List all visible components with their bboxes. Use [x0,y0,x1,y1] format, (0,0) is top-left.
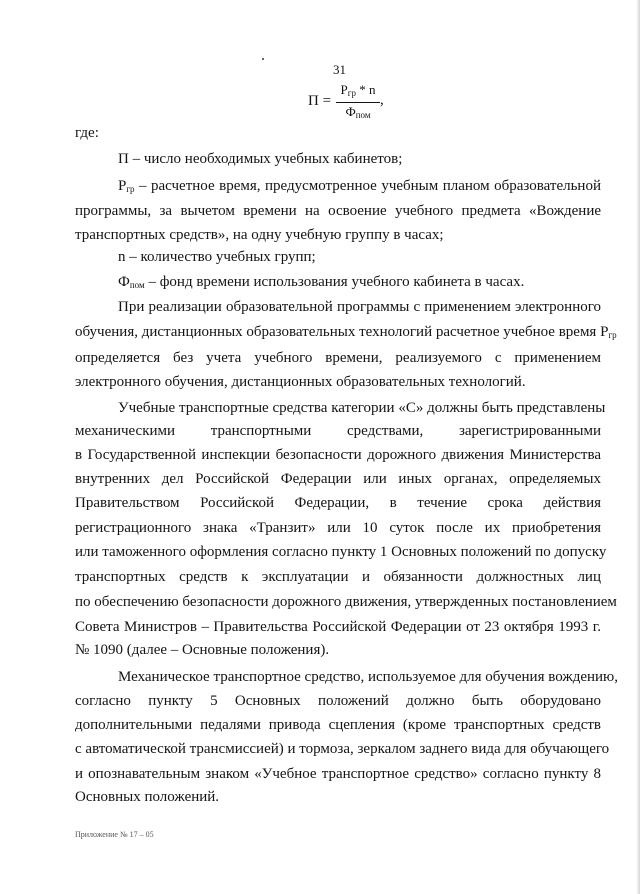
paragraph-line: При реализации образовательной программы с применением электронного [118,299,601,315]
formula-denominator: $Ф_{пом}$ [345,104,371,120]
definition-rgr-line: программы, за вычетом времени на освоение учебного предмета «Вождение [75,203,601,219]
page-edge-shadow [636,0,640,894]
where-label: где: [75,125,99,141]
paragraph-line: Учебные транспортные средства категории «С» должны быть представлены [118,400,606,416]
definition-n: n – количество учебных групп; [118,249,316,265]
definition-rgr-line: транспортных средств», на одну учебную группу в часах; [75,227,444,243]
paragraph-line: транспортных средств к эксплуатации и обязанности должностных лиц [75,569,601,585]
paragraph-line: Правительством Российской Федерации, в течение срока действия [75,495,601,511]
paragraph-line: внутренних дел Российской Федерации или иных органах, определяемых [75,471,601,487]
formula-lhs: П = [308,93,332,109]
fraction-bar [336,102,380,103]
paragraph-line: Совета Министров – Правительства Российской Федерации от 23 октября 1993 г. [75,619,601,635]
paragraph-line: дополнительными педалями привода сцепления (кроме транспортных средств [75,717,601,733]
paragraph-line: и опознавательным знаком «Учебное транспортное средство» согласно пункту 8 [75,766,601,782]
definition-fpom: $Ф_{пом}$ – фонд времени использования учебного кабинета в часах. [118,274,525,290]
paragraph-line: № 1090 (далее – Основные положения). [75,642,330,658]
page-footer: Приложение № 17 – 05 [75,830,154,839]
formula-fraction [336,82,380,123]
paragraph-line: по обеспечению безопасности дорожного движения, утвержденных постановлением [75,594,617,610]
formula-numerator: $Р_{гр}$ * n [340,82,376,98]
definition-rgr-line: $Р_{гр}$ – расчетное время, предусмотренное учебным планом образовательной [118,178,601,194]
paragraph-line: определяется без учета учебного времени, реализуемого с применением [75,350,601,366]
paragraph-line: согласно пункту 5 Основных положений должно быть оборудовано [75,693,601,709]
paragraph-line: с автоматической трансмиссией) и тормоза, зеркалом заднего вида для обучающего [75,741,610,757]
paragraph-line: электронного обучения, дистанционных образовательных технологий. [75,374,526,390]
paragraph-line: Механическое транспортное средство, используемое для обучения вождению, [118,669,618,685]
paragraph-line: Основных положений. [75,789,220,805]
paragraph-line: обучения, дистанционных образовательных технологий расчетное учебное время $Р_{гр}$ [75,324,617,340]
paragraph-line: механическими транспортными средствами, зарегистрированными [75,423,601,439]
scan-speck [262,58,264,60]
page-number: 31 [333,62,346,77]
formula-comma: , [380,92,384,108]
paragraph-line: или таможенного оформления согласно пункту 1 Основных положений по допуску [75,544,607,560]
paragraph-line: регистрационного знака «Транзит» или 10 суток после их приобретения [75,520,601,536]
definition-p: П – число необходимых учебных кабинетов; [118,151,403,167]
paragraph-line: в Государственной инспекции безопасности дорожного движения Министерства [75,447,601,463]
